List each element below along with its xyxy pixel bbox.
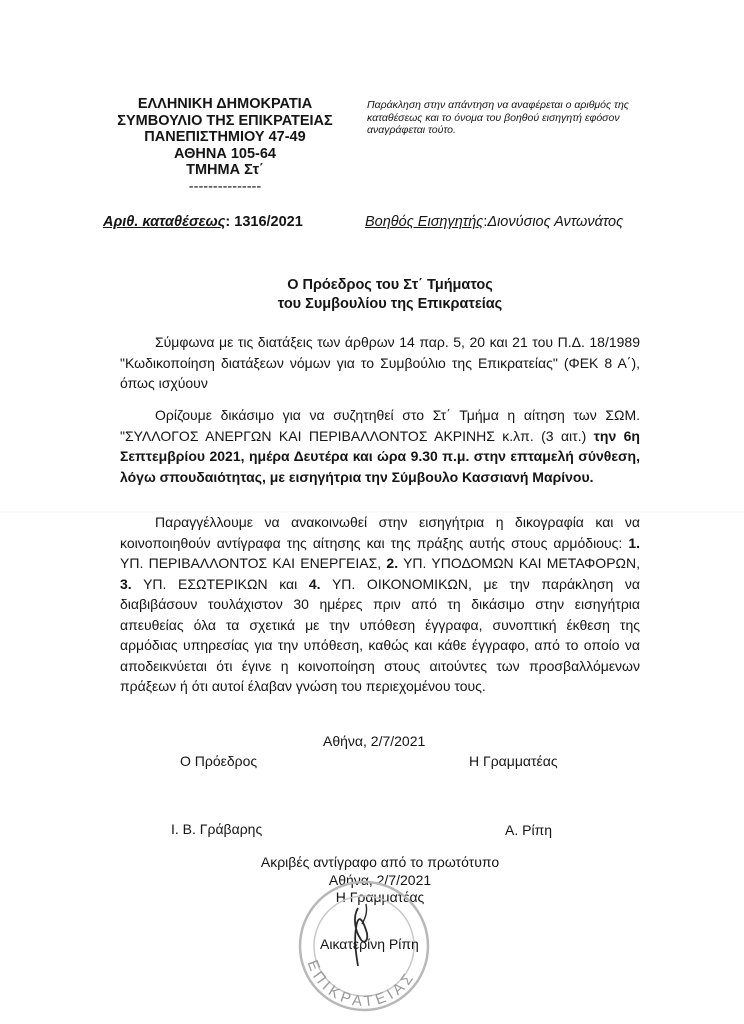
item-text: ΥΠ. ΕΣΩΤΕΡΙΚΩΝ και <box>131 575 309 592</box>
secretary-name: Α. Ρίπη <box>505 822 553 838</box>
paragraph-3-intro: Παραγγέλλουμε να ανακοινωθεί στην εισηγήτρια η δικογραφία και να κοινοποιηθούν αντίγραφα της αίτησης και της πράξης αυτής στους αρμόδιους: <box>120 514 640 551</box>
title-line-2: του Συμβουλίου της Επικρατείας <box>277 296 503 312</box>
title-line-1: Ο Πρόεδρος του Στ΄ Τμήματος <box>287 277 493 293</box>
header-divider: --------------- <box>188 178 262 195</box>
item-text: ΥΠ. ΥΠΟΔΟΜΩΝ ΚΑΙ ΜΕΤΑΦΟΡΩΝ, <box>398 555 641 571</box>
copy-signer-name: Αικατερίνη Ρίπη <box>320 936 419 952</box>
header-line: ΑΘΗΝΑ 105-64 <box>174 145 276 162</box>
item-text: ΥΠ. ΟΙΚΟΝΟΜΙΚΩΝ, με την παράκληση να διαβιβάσουν τουλάχιστον 30 ημέρες πριν από τη δικάσιμο στην εισηγήτρια απευθείας όλα τα σχετικά με την υπόθεση έγγραφα, συνοπτική έκθεση της αρμόδιας υπηρεσίας για την υπόθεση, καθώς και κάθε έγγραφο, από το οποίο να αποδεικνύεται ότι έγινε η κοινοποίηση στους αιτούντες των προσβαλλόμενων πράξεων ή ότι αυτοί έλαβαν γνώση του περιεχομένου τους. <box>120 575 640 694</box>
item-text: ΥΠ. ΠΕΡΙΒΑΛΛΟΝΤΟΣ ΚΑΙ ΕΝΕΡΓΕΙΑΣ, <box>120 555 387 571</box>
item-number: 4. <box>308 575 321 592</box>
paragraph-legal-basis <box>120 332 640 394</box>
reference-note: Παράκληση στην απάντηση να αναφέρεται ο αριθμός της καταθέσεως και το όνομα του βοηθού εισηγητή εφόσον αναγράφεται τούτο. <box>367 99 629 136</box>
header-line: ΤΜΗΜΑ Στ΄ <box>186 162 264 178</box>
paragraph-1-text: Σύμφωνα με τις διατάξεις των άρθρων 14 παρ. 5, 20 και 21 του Π.Δ. 18/1989 "Κωδικοποίηση διατάξεων νόμων για το Συμβούλιο της Επικρατείας" (ΦΕΚ 8 Α΄), όπως ισχύουν <box>120 334 640 391</box>
filing-number: Αριθ. καταθέσεως: 1316/2021 <box>103 214 303 230</box>
assistant-rapporteur: Βοηθός Εισηγητής:Διονύσιος Αντωνάτος <box>365 214 624 230</box>
paragraph-notification <box>120 512 640 697</box>
assistant-value: Διονύσιος Αντωνάτος <box>487 214 624 230</box>
header-line: ΕΛΛΗΝΙΚΗ ΔΗΜΟΚΡΑΤΙΑ <box>137 96 313 112</box>
header-line: ΣΥΜΒΟΥΛΙΟ ΤΗΣ ΕΠΙΚΡΑΤΕΙΑΣ <box>117 112 333 129</box>
filing-value: 1316/2021 <box>234 214 303 230</box>
paragraph-hearing-date <box>120 405 640 487</box>
assistant-label: Βοηθός Εισηγητής <box>365 214 484 230</box>
paragraph-2-bold: την 6η Σεπτεμβρίου 2021, ημέρα Δευτέρα και ώρα 9.30 π.μ. στην επταμελή σύνθεση, λόγω σπουδαιότητας, με εισηγήτρια την Σύμβουλο Κασσιανή Μαρίνου. <box>120 427 640 485</box>
stamp-text: ΕΠΙΚΡΑΤΕΙΑΣ <box>303 957 420 1011</box>
president-name: Ι. Β. Γράβαρης <box>171 821 263 837</box>
document-title <box>200 276 580 314</box>
item-number: 3. <box>120 575 132 592</box>
issuer-header <box>100 96 350 195</box>
item-number: 1. <box>628 534 640 551</box>
copy-line-2: Αθήνα, 2/7/2021 <box>328 871 432 888</box>
item-number: 2. <box>386 555 399 571</box>
president-title: Ο Πρόεδρος <box>180 753 258 769</box>
copy-line-3: Η Γραμματέας <box>335 889 425 905</box>
filing-label: Αριθ. καταθέσεως <box>103 214 226 230</box>
secretary-title: Η Γραμματέας <box>469 753 558 769</box>
document-date: Αθήνα, 2/7/2021 <box>323 733 426 749</box>
copy-line-1: Ακριβές αντίγραφο από το πρωτότυπο <box>260 854 500 870</box>
paragraph-2-normal: Ορίζουμε δικάσιμο για να συζητηθεί στο Στ΄ Τμήμα η αίτηση των ΣΩΜ. "ΣΥΛΛΟΓΟΣ ΑΝΕΡΓΩΝ ΚΑΙ ΠΕΡΙΒΑΛΛΟΝΤΟΣ ΑΚΡΙΝΗΣ κ.λπ. (3 αιτ.) <box>120 407 640 444</box>
header-line: ΠΑΝΕΠΙΣΤΗΜΙΟΥ 47-49 <box>144 129 306 145</box>
